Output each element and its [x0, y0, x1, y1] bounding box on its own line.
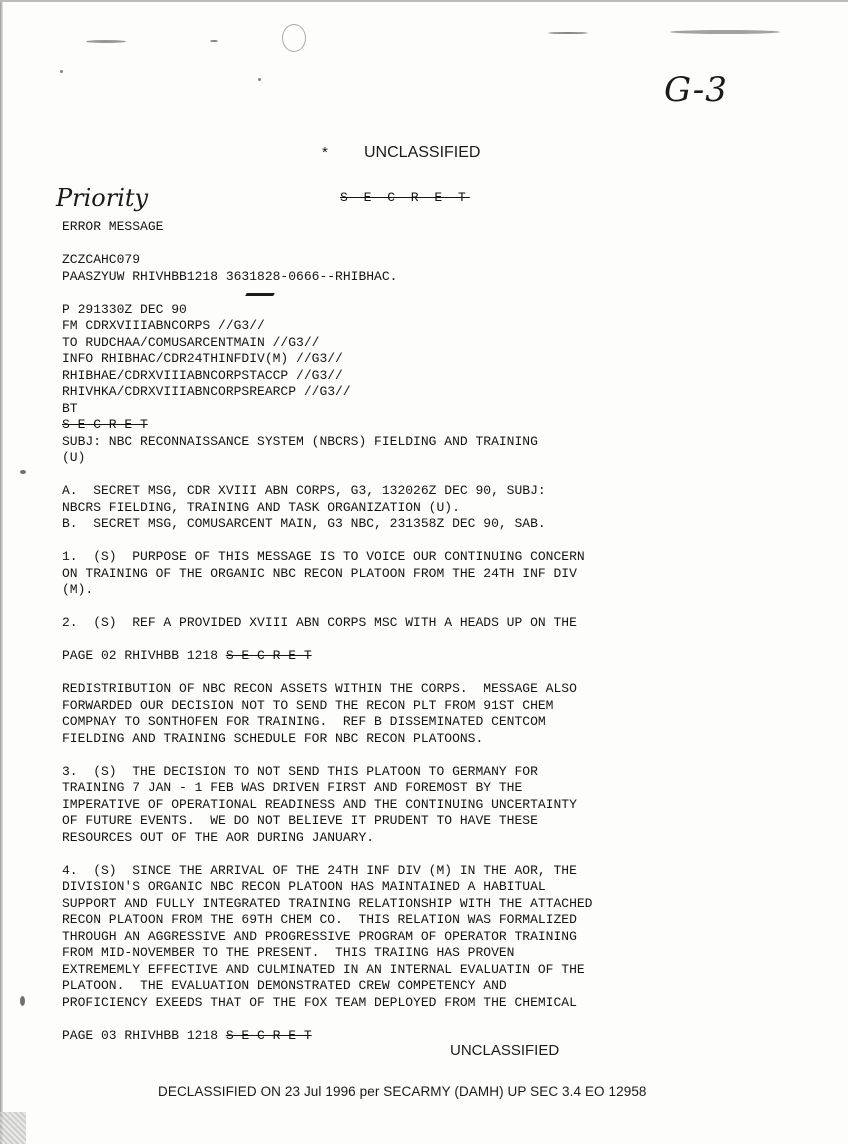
message-line: 2. (S) REF A PROVIDED XVIII ABN CORPS MSC WITH A HEADS UP ON THE	[62, 615, 577, 630]
message-line: 4. (S) SINCE THE ARRIVAL OF THE 24TH INF DIV (M) IN THE AOR, THE	[62, 862, 577, 878]
blank-line	[62, 846, 842, 863]
secret-marking-struck: S E C R E T	[62, 417, 148, 432]
message-line: FM CDRXVIIIABNCORPS //G3//	[62, 318, 265, 333]
message-line: 1. (S) PURPOSE OF THIS MESSAGE IS TO VOICE OUR CONTINUING CONCERN	[62, 549, 585, 564]
blank-line	[62, 236, 842, 253]
scan-speck	[258, 78, 261, 81]
scan-speck	[60, 70, 63, 73]
blank-line	[62, 1011, 842, 1028]
handwritten-page-tag: G-3	[664, 70, 728, 110]
blank-line	[62, 632, 842, 649]
message-line: BT	[62, 400, 78, 416]
message-line: EXTREMEMLY EFFECTIVE AND CULMINATED IN AN INTERNAL EVALUATIN OF THE	[62, 961, 585, 977]
message-line: TO RUDCHAA/COMUSARCENTMAIN //G3//	[62, 334, 320, 350]
scan-speck	[20, 470, 26, 474]
message-line: SUPPORT AND FULLY INTEGRATED TRAINING RELATIONSHIP WITH THE ATTACHED	[62, 895, 593, 911]
scan-speck	[20, 996, 25, 1006]
classification-banner-bottom: UNCLASSIFIED	[450, 1042, 560, 1059]
message-body	[62, 219, 842, 1044]
message-line: REDISTRIBUTION OF NBC RECON ASSETS WITHIN THE CORPS. MESSAGE ALSO	[62, 681, 577, 696]
secret-marking-struck: S E C R E T	[225, 1027, 312, 1043]
message-line: NBCRS FIELDING, TRAINING AND TASK ORGANIZATION (U).	[62, 499, 460, 515]
blank-line	[62, 467, 842, 484]
declassification-stamp: DECLASSIFIED ON 23 Jul 1996 per SECARMY (DAMH) UP SEC 3.4 EO 12958	[158, 1084, 647, 1099]
message-line: FORWARDED OUR DECISION NOT TO SEND THE RECON PLT FROM 91ST CHEM	[62, 697, 554, 713]
message-line: A. SECRET MSG, CDR XVIII ABN CORPS, G3, 132026Z DEC 90, SUBJ:	[62, 483, 546, 498]
message-line: IMPERATIVE OF OPERATIONAL READINESS AND THE CONTINUING UNCERTAINTY	[62, 796, 577, 812]
message-line: PAASZYUW RHIVHBB1218 3631828-0666--RHIBHAC.	[62, 268, 398, 284]
message-line: P 291330Z DEC 90	[62, 301, 187, 317]
message-line: COMPNAY TO SONTHOFEN FOR TRAINING. REF B DISSEMINATED CENTCOM	[62, 714, 546, 729]
message-line: PROFICIENCY EXEEDS THAT OF THE FOX TEAM DEPLOYED FROM THE CHEMICAL	[62, 994, 577, 1010]
scan-speck	[210, 40, 218, 42]
secret-marking-struck: S E C R E T	[340, 190, 470, 205]
secret-marking-struck: S E C R E T	[225, 648, 312, 663]
message-line: 3. (S) THE DECISION TO NOT SEND THIS PLATOON TO GERMANY FOR	[62, 763, 538, 779]
scan-corner-artifact	[0, 1112, 26, 1144]
scan-speck	[86, 40, 126, 43]
blank-line	[62, 665, 842, 682]
scan-left-edge	[0, 0, 3, 1144]
blank-line	[62, 747, 842, 764]
handwritten-precedence: Priority	[56, 184, 149, 212]
blank-line	[62, 285, 842, 302]
message-line: RHIVHKA/CDRXVIIIABNCORPSREARCP //G3//	[62, 384, 351, 399]
message-line: SUBJ: NBC RECONNAISSANCE SYSTEM (NBCRS) FIELDING AND TRAINING	[62, 433, 538, 449]
message-line: PAGE 03 RHIVHBB 1218 S E C R E T	[62, 1027, 312, 1043]
message-line: THROUGH AN AGGRESSIVE AND PROGRESSIVE PROGRAM OF OPERATOR TRAINING	[62, 928, 577, 944]
scan-top-edge	[0, 0, 848, 2]
scan-speck	[670, 30, 780, 34]
message-line: (U)	[62, 450, 86, 465]
message-line: RHIBHAE/CDRXVIIIABNCORPSTACCP //G3//	[62, 367, 343, 383]
scan-speck	[282, 24, 306, 52]
message-line: RESOURCES OUT OF THE AOR DURING JANUARY.	[62, 829, 375, 845]
message-line: PAGE 02 RHIVHBB 1218 S E C R E T	[62, 648, 312, 663]
blank-line	[62, 533, 842, 550]
message-line: INFO RHIBHAC/CDR24THINFDIV(M) //G3//	[62, 351, 343, 366]
bullet-mark: *	[322, 144, 328, 161]
blank-line	[62, 599, 842, 616]
message-line: FIELDING AND TRAINING SCHEDULE FOR NBC RECON PLATOONS.	[62, 730, 484, 746]
message-line: ON TRAINING OF THE ORGANIC NBC RECON PLATOON FROM THE 24TH INF DIV	[62, 565, 577, 581]
message-line: DIVISION'S ORGANIC NBC RECON PLATOON HAS MAINTAINED A HABITUAL	[62, 879, 546, 894]
scan-speck	[548, 32, 588, 34]
classification-banner-top: UNCLASSIFIED	[364, 144, 481, 161]
message-line: FROM MID-NOVEMBER TO THE PRESENT. THIS TRAIING HAS PROVEN	[62, 945, 515, 960]
message-line: ZCZCAHC079	[62, 252, 141, 267]
message-line: TRAINING 7 JAN - 1 FEB WAS DRIVEN FIRST AND FOREMOST BY THE	[62, 780, 523, 795]
message-line	[62, 417, 842, 434]
message-line: PLATOON. THE EVALUATION DEMONSTRATED CREW COMPETENCY AND	[62, 978, 507, 993]
message-line: ERROR MESSAGE	[62, 219, 164, 234]
message-line: OF FUTURE EVENTS. WE DO NOT BELIEVE IT PRUDENT TO HAVE THESE	[62, 813, 538, 828]
message-line: B. SECRET MSG, COMUSARCENT MAIN, G3 NBC, 231358Z DEC 90, SAB.	[62, 516, 546, 531]
message-line: RECON PLATOON FROM THE 69TH CHEM CO. THIS RELATION WAS FORMALIZED	[62, 912, 577, 927]
message-line: (M).	[62, 582, 94, 597]
